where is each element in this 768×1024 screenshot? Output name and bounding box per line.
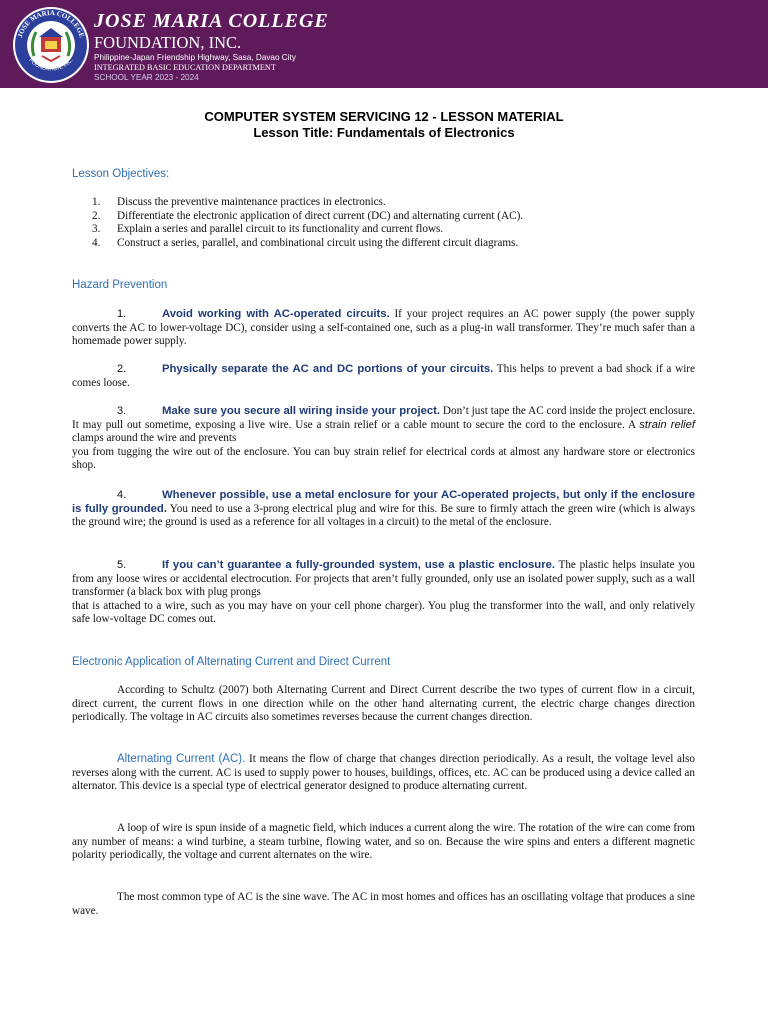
- hazard-item-5: 5. If you can’t guarantee a fully-grounded system, use a plastic enclosure. The plastic helps insulate you from any loose wires or accidental electrocution. For projects that aren’t fully grounded, only use an isolated power supply, such as a wall transformer (a black box with plug prongs that is attached to a wire, such as you may have on your cell phone charger). You plug the transformer into the wall, and only relatively safe low-voltage DC comes out.: [72, 559, 695, 626]
- lesson-title: Lesson Title: Fundamentals of Electronics: [253, 125, 515, 140]
- list-item: 4. Construct a series, parallel, and combinational circuit using the different circuit diagrams.: [92, 236, 519, 249]
- hazard-item-2: 2. Physically separate the AC and DC portions of your circuits. This helps to prevent a bad shock if a wire comes loose.: [72, 363, 695, 389]
- school-foundation: FOUNDATION, INC.: [94, 33, 242, 52]
- school-department: INTEGRATED BASIC EDUCATION DEPARTMENT: [94, 63, 276, 72]
- school-address: Philippine-Japan Friendship Highway, Sasa, Davao City: [94, 53, 296, 62]
- paragraph-wire-loop: A loop of wire is spun inside of a magnetic field, which induces a current along the wire. The rotation of the wire can come from any number of means: a wind turbine, a steam turbine, flowing water, and so on. Because the wire spins and enters a different magnetic polarity periodically, the voltage and current alternates on the wire.: [72, 822, 695, 862]
- paragraph-alternating-current: Alternating Current (AC). It means the flow of charge that changes direction periodically. As a result, the voltage level also reverses along with the current. AC is used to supply power to houses, buildings, offices, etc. AC can be produced using a device called an alternator. This device is a special type of electrical generator designed to produce alternating current.: [72, 753, 695, 793]
- hazard-item-1: 1. Avoid working with AC-operated circuits. If your project requires an AC power supply (the power supply converts the AC to lower-voltage DC), consider using a self-contained one, such as a plug-in wall transformer. They’re much safer than a homemade power supply.: [72, 308, 695, 348]
- svg-text:FOUNDATION, INC.: FOUNDATION, INC.: [27, 57, 75, 73]
- list-item: 2. Differentiate the electronic application of direct current (DC) and alternating current (AC).: [92, 209, 524, 222]
- hazard-item-4: 4. Whenever possible, use a metal enclosure for your AC-operated projects, but only if the enclosure is fully grounded. You need to use a 3-prong electrical plug and wire for this. Be sure to firmly attach the green wire (which is always the ground wire; the ground is used as a reference for all voltages in a circuit) to the metal of the enclosure.: [72, 489, 695, 529]
- list-item: 3. Explain a series and parallel circuit to its functionality and current flows.: [92, 223, 444, 235]
- paragraph-sine-wave: The most common type of AC is the sine wave. The AC in most homes and offices has an oscillating voltage that produces a sine wave.: [72, 891, 695, 917]
- hazard-item-3: 3. Make sure you secure all wiring inside your project. Don’t just tape the AC cord inside the project enclosure. It may pull out sometime, exposing a live wire. Use a strain relief or a cable mount to secure the cord to the enclosure. A strain relief clamps around the wire and prevents you from tugging the wire out of the enclosure. You can buy strain relief for electrical cords at almost any hardware store or electronics shop.: [72, 405, 695, 472]
- svg-text:JOSE MARIA COLLEGE: JOSE MARIA COLLEGE: [16, 8, 86, 39]
- objectives-list: [92, 196, 712, 250]
- electronic-application-heading: Electronic Application of Alternating Current and Direct Current: [72, 656, 391, 668]
- school-seal-logo: [12, 6, 90, 84]
- hazard-heading: Hazard Prevention: [72, 279, 168, 291]
- school-name: JOSE MARIA COLLEGE: [94, 10, 329, 32]
- paragraph-schultz: According to Schultz (2007) both Alternating Current and Direct Current describe the two types of current flow in a circuit, direct current, the current flows in one direction while on the other hand alternating current, the electric charge changes direction periodically. The voltage in AC circuits also sometimes reverses because the current changes direction.: [72, 684, 695, 724]
- letterhead: [0, 0, 768, 88]
- document-title: COMPUTER SYSTEM SERVICING 12 - LESSON MATERIAL: [204, 109, 564, 124]
- objectives-heading: Lesson Objectives:: [72, 168, 170, 180]
- school-year: SCHOOL YEAR 2023 - 2024: [94, 73, 199, 82]
- list-item: 1. Discuss the preventive maintenance practices in electronics.: [92, 196, 386, 208]
